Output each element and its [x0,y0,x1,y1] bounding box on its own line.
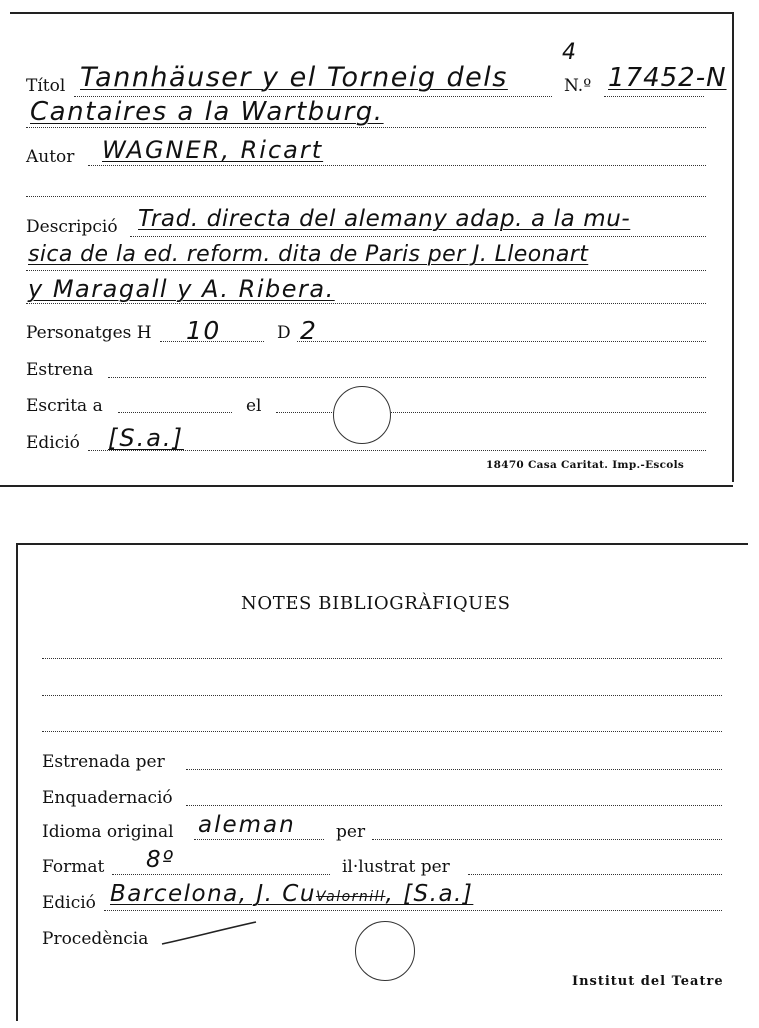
personatges-d-value: 2 [300,316,318,345]
back-edicio-value-struck: Valornill [315,889,386,905]
estrena-label: Estrena [26,360,94,380]
illustrat-per-line [468,874,722,875]
back-edicio-value-suffix: , [S.a.] [385,881,474,907]
back-edicio-label: Edició [42,893,96,913]
titol-label: Títol [26,76,66,96]
card-border-bottom [0,485,733,487]
edicio-value: [S.a.] [108,424,184,452]
card-border-left [16,543,18,1021]
notes-line-3 [42,731,722,732]
punch-hole-front [333,386,391,444]
notes-line-2 [42,695,722,696]
back-edicio-value [110,881,473,907]
notes-line-1 [42,658,722,659]
back-edicio-line [104,910,722,911]
titol-line-2 [26,127,706,128]
catalog-card-front [0,0,759,492]
autor-line [88,165,706,166]
numero-value: 17452-N [608,63,727,93]
edicio-label: Edició [26,433,80,453]
personatges-label: Personatges H [26,323,152,343]
estrena-line [108,377,706,378]
enquadernacio-label: Enquadernació [42,788,173,808]
estrenada-per-line [186,769,722,770]
descripcio-line-2 [26,270,706,271]
autor-value: WAGNER, Ricart [102,136,324,164]
procedencia-dash-mark [160,920,260,950]
estrenada-per-label: Estrenada per [42,752,165,772]
descripcio-line-3 [26,303,706,304]
escrita-a-line [118,412,232,413]
card-number-top: 4 [562,40,578,65]
card-border-top [16,543,748,545]
per-line [372,839,722,840]
escrita-a-label: Escrita a [26,396,103,416]
numero-line [604,96,704,97]
personatges-d-label: D [277,323,291,343]
idioma-original-line [194,839,324,840]
printer-imprint: 18470 Casa Caritat. Imp.-Escols [486,459,685,471]
idioma-original-label: Idioma original [42,822,174,842]
format-value: 8º [146,847,175,873]
titol-value-line1: Tannhäuser y el Torneig dels [80,62,508,93]
descripcio-value-line3: y Maragall y A. Ribera. [28,275,335,303]
institut-footer: Institut del Teatre [572,974,724,989]
autor-line-2 [26,196,706,197]
titol-value-line2: Cantaires a la Wartburg. [30,97,384,127]
personatges-d-line [297,341,706,342]
card-border-top [10,12,733,14]
idioma-original-value: aleman [198,812,296,838]
punch-hole-back [355,921,415,981]
card-border-right [732,12,734,482]
procedencia-label: Procedència [42,929,149,949]
format-line [112,874,330,875]
per-label: per [336,822,366,842]
enquadernacio-line [186,805,722,806]
descripcio-value-line1: Trad. directa del alemany adap. a la mu- [138,206,631,232]
descripcio-line [130,236,706,237]
back-edicio-value-prefix: Barcelona, J. Cu [110,881,316,907]
numero-label: N.º [564,76,592,96]
notes-title: NOTES BIBLIOGRÀFIQUES [241,593,511,614]
personatges-h-value: 10 [186,316,221,345]
format-label: Format [42,857,105,877]
illustrat-per-label: il·lustrat per [342,857,450,877]
catalog-card-back [0,540,759,1028]
descripcio-value-line2: sica de la ed. reform. dita de Paris per J. Lleonart [28,242,589,267]
descripcio-label: Descripció [26,217,118,237]
el-label: el [246,396,262,416]
autor-label: Autor [26,147,75,167]
